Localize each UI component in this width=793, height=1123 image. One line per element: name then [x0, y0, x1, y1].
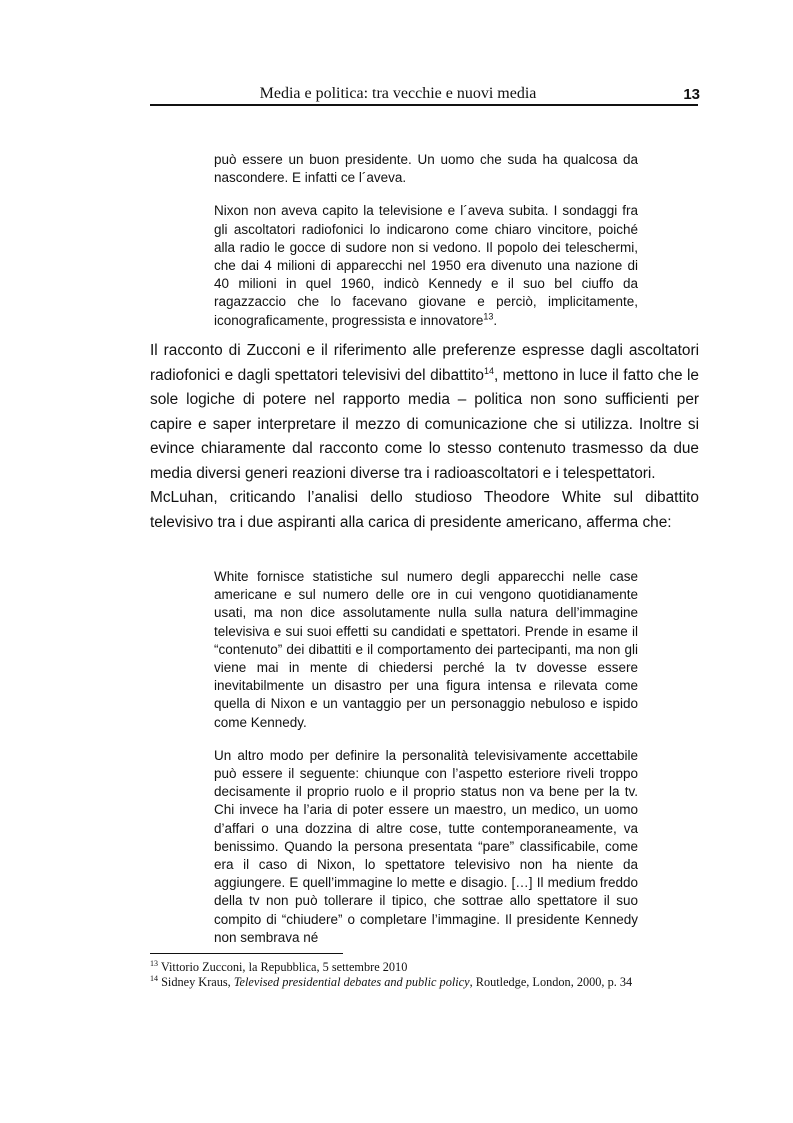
footnote-book-title: Televised presidential debates and public policy: [233, 975, 470, 989]
body-text-span: , mettono in luce il fatto che le sole logiche di potere nel rapporto media – politica non sono sufficienti per capire e saper interpretare il mezzo di comunicazione che si utilizza. Inoltre si evince chiaramente dal racconto come lo stesso contenuto trasmesso da due media diversi generi reazioni diverse tra i radioascoltatori e i telespettatori.: [150, 366, 699, 482]
quote-paragraph: [214, 202, 638, 329]
footnote-text: Sidney Kraus,: [158, 975, 234, 989]
block-quote-mcluhan: [214, 568, 638, 962]
footnote-text: , Routledge, London, 2000, p. 34: [469, 975, 633, 989]
footnote-13: [150, 960, 710, 974]
header-rule: [150, 104, 698, 106]
body-paragraph: McLuhan, criticando l’analisi dello studioso Theodore White sul dibattito televisivo tra i due aspiranti alla carica di presidente americano, afferma che:: [150, 489, 699, 531]
quote-text: Nixon non aveva capito la televisione e l´aveva subita. I sondaggi fra gli ascoltatori radiofonici lo indicarono come chiaro vincitore, poiché alla radio le gocce di sudore non si vedono. Il popolo dei teleschermi, che dai 4 milioni di apparecchi nel 1950 era divenuto una nazione di 40 milioni in quel 1960, indicò Kennedy e il suo bel ciuffo da ragazzaccio che lo facevano giovane e perciò, implicitamente, iconograficamente, progressista e innovatore: [214, 203, 638, 328]
page-number: 13: [683, 86, 700, 103]
footnote-mark: 13: [150, 958, 158, 968]
quote-paragraph: White fornisce statistiche sul numero degli apparecchi nelle case americane e sul numero delle ore in cui vengono quotidianamente usati, ma non dice assolutamente nulla sulla natura dell’immagine televisiva e sui suoi effetti su candidati e spettatori. Prende in esame il “contenuto” dei dibattiti e il comportamento dei partecipanti, ma non gli viene mai in mente di chiedersi perché la tv dovesse essere inevitabilmente un disastro per una figura intensa e rilevata come quella di Nixon e un vantaggio per un personaggio nebuloso e ispido come Kennedy.: [214, 569, 638, 730]
footnote-ref: 13: [483, 311, 494, 322]
block-quote-zucconi: [214, 151, 638, 345]
running-header-title: Media e politica: tra vecchie e nuovi media: [259, 85, 537, 102]
footnote-rule: [150, 953, 343, 954]
footnote-text: Vittorio Zucconi, la Repubblica, 5 settembre 2010: [158, 960, 408, 974]
quote-text-end: .: [493, 312, 498, 328]
footnote-ref: 14: [483, 365, 494, 376]
quote-paragraph: può essere un buon presidente. Un uomo che suda ha qualcosa da nascondere. E infatti ce l´aveva.: [214, 152, 638, 186]
body-paragraph: [150, 339, 699, 486]
body-text-span: Il racconto di Zucconi e il riferimento alle preferenze espresse dagli ascoltatori radiofonici e dagli spettatori televisivi del dibattito: [150, 342, 699, 384]
footnote-14: [150, 975, 710, 989]
quote-paragraph: Un altro modo per definire la personalità televisivamente accettabile può essere il seguente: chiunque con l’aspetto esteriore riveli troppo decisamente il proprio ruolo e il proprio status non va bene per la tv. Chi invece ha l’aria di poter essere un maestro, un medico, un uomo d’affari o una dozzina di altre cose, tutte contemporaneamente, va benissimo. Quando la persona presentata “pare” classificabile, come era il caso di Nixon, lo spettatore televisivo non ha niente da aggiungere. E quell’immagine lo mette e disagio. […] Il medium freddo della tv non può tollerare il tipico, che sottrae allo spettatore il suo compito di “chiudere” o completare l’immagine. Il presidente Kennedy non sembrava né: [214, 747, 638, 945]
body-text: [150, 339, 699, 535]
footnote-mark: 14: [150, 973, 158, 983]
